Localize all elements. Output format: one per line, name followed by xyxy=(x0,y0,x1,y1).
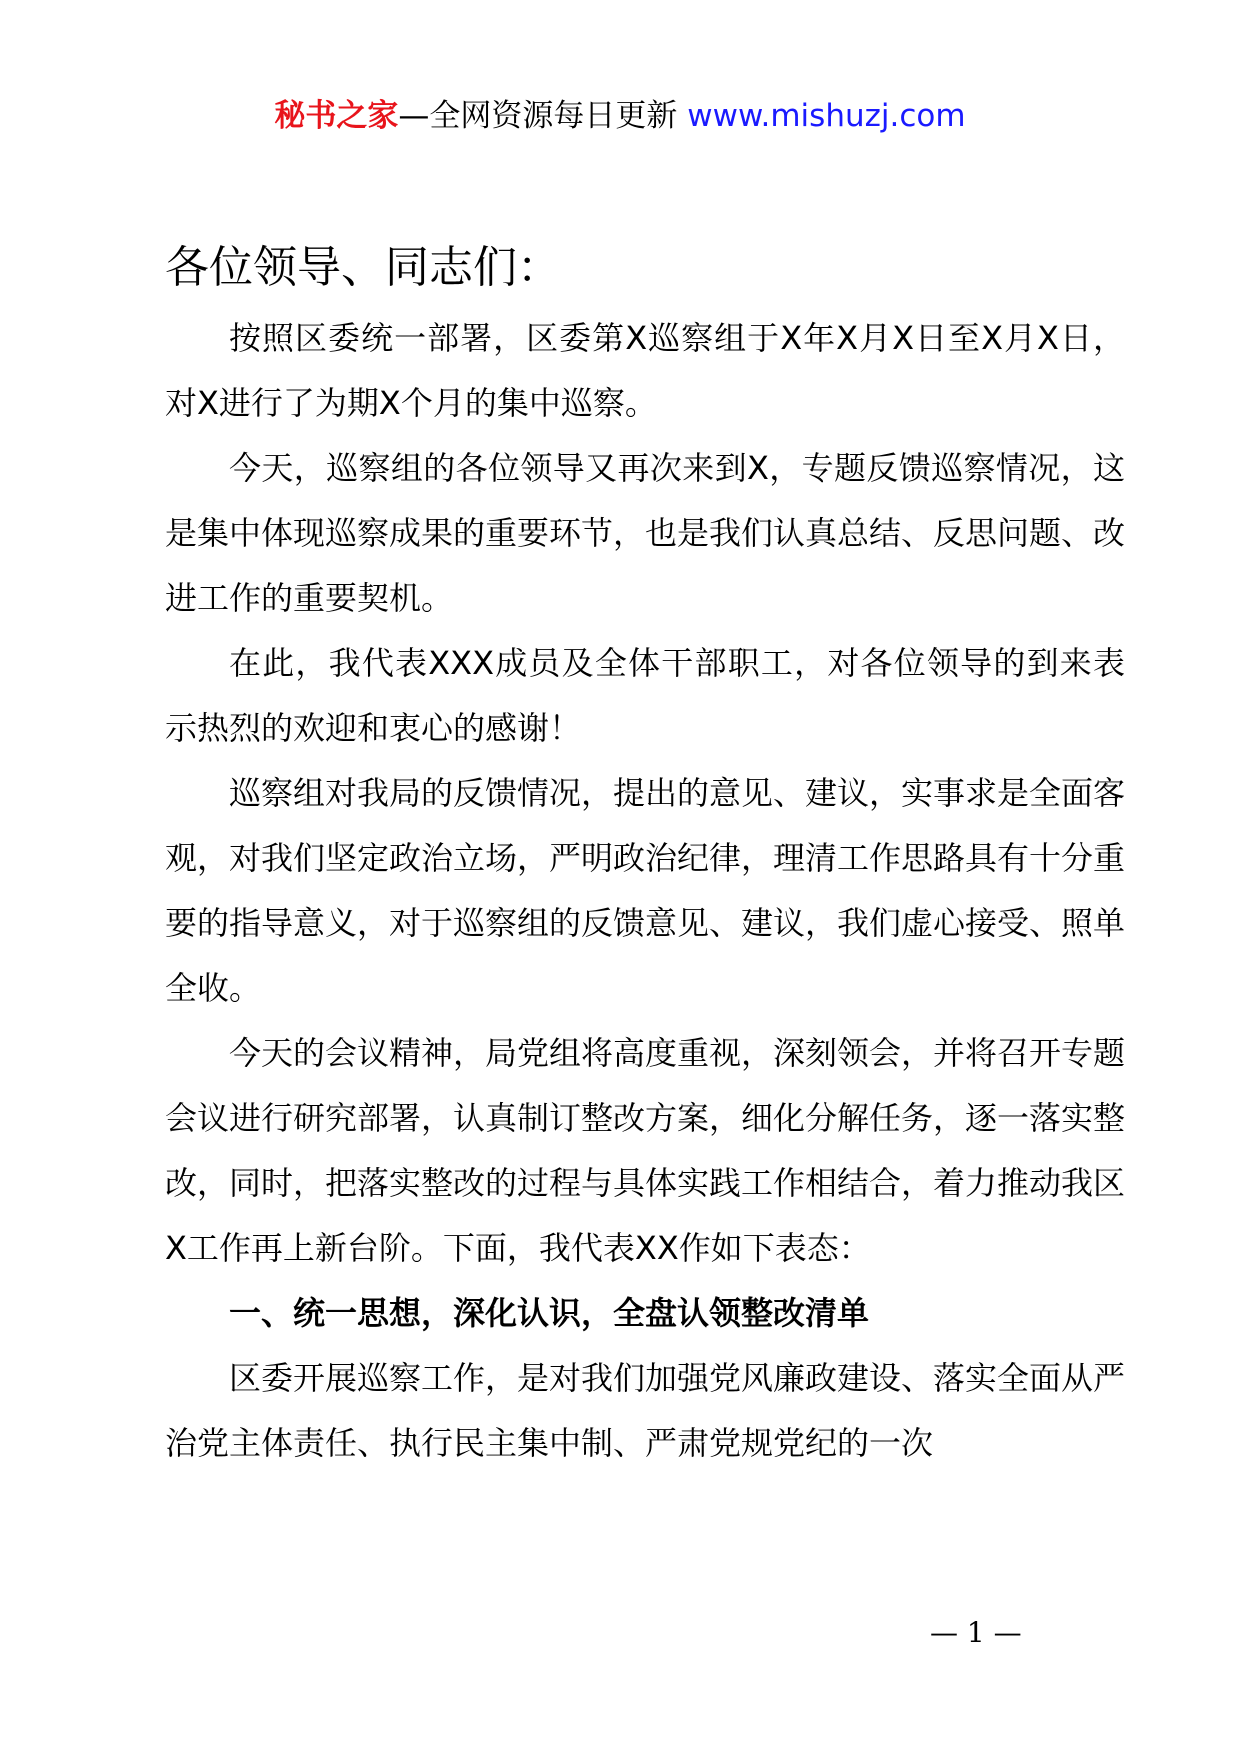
paragraph-5: 今天的会议精神，局党组将高度重视，深刻领会，并将召开专题会议进行研究部署，认真制订整改方案，细化分解任务，逐一落实整改，同时，把落实整改的过程与具体实践工作相结合，着力推动我区X工作再上新台阶。下面，我代表XX作如下表态： xyxy=(165,1034,1126,1267)
paragraph-2: 今天，巡察组的各位领导又再次来到X，专题反馈巡察情况，这是集中体现巡察成果的重要环节，也是我们认真总结、反思问题、改进工作的重要契机。 xyxy=(165,449,1126,617)
site-url-link[interactable]: www.mishuzj.com xyxy=(687,98,966,134)
brand-name: 秘书之家 xyxy=(274,98,399,134)
paragraph-1: 按照区委统一部署，区委第X巡察组于X年X月X日至X月X日，对X进行了为期X个月的集中巡察。 xyxy=(165,319,1125,422)
header-tagline: —全网资源每日更新 xyxy=(398,98,688,134)
document-body xyxy=(165,238,1125,1476)
page-number: — 1 — xyxy=(930,1616,1022,1649)
salutation: 各位领导、同志们： xyxy=(165,242,561,293)
section-paragraph: 区委开展巡察工作，是对我们加强党风廉政建设、落实全面从严治党主体责任、执行民主集中制、严肃党规党纪的一次 xyxy=(165,1359,1126,1462)
paragraph-3: 在此，我代表XXX成员及全体干部职工，对各位领导的到来表示热烈的欢迎和衷心的感谢！ xyxy=(165,644,1125,747)
site-header xyxy=(0,96,1240,136)
section-heading: 一、统一思想，深化认识，全盘认领整改清单 xyxy=(229,1294,870,1332)
paragraph-4: 巡察组对我局的反馈情况，提出的意见、建议，实事求是全面客观，对我们坚定政治立场，严明政治纪律，理清工作思路具有十分重要的指导意义，对于巡察组的反馈意见、建议，我们虚心接受、照单全收。 xyxy=(165,774,1126,1007)
